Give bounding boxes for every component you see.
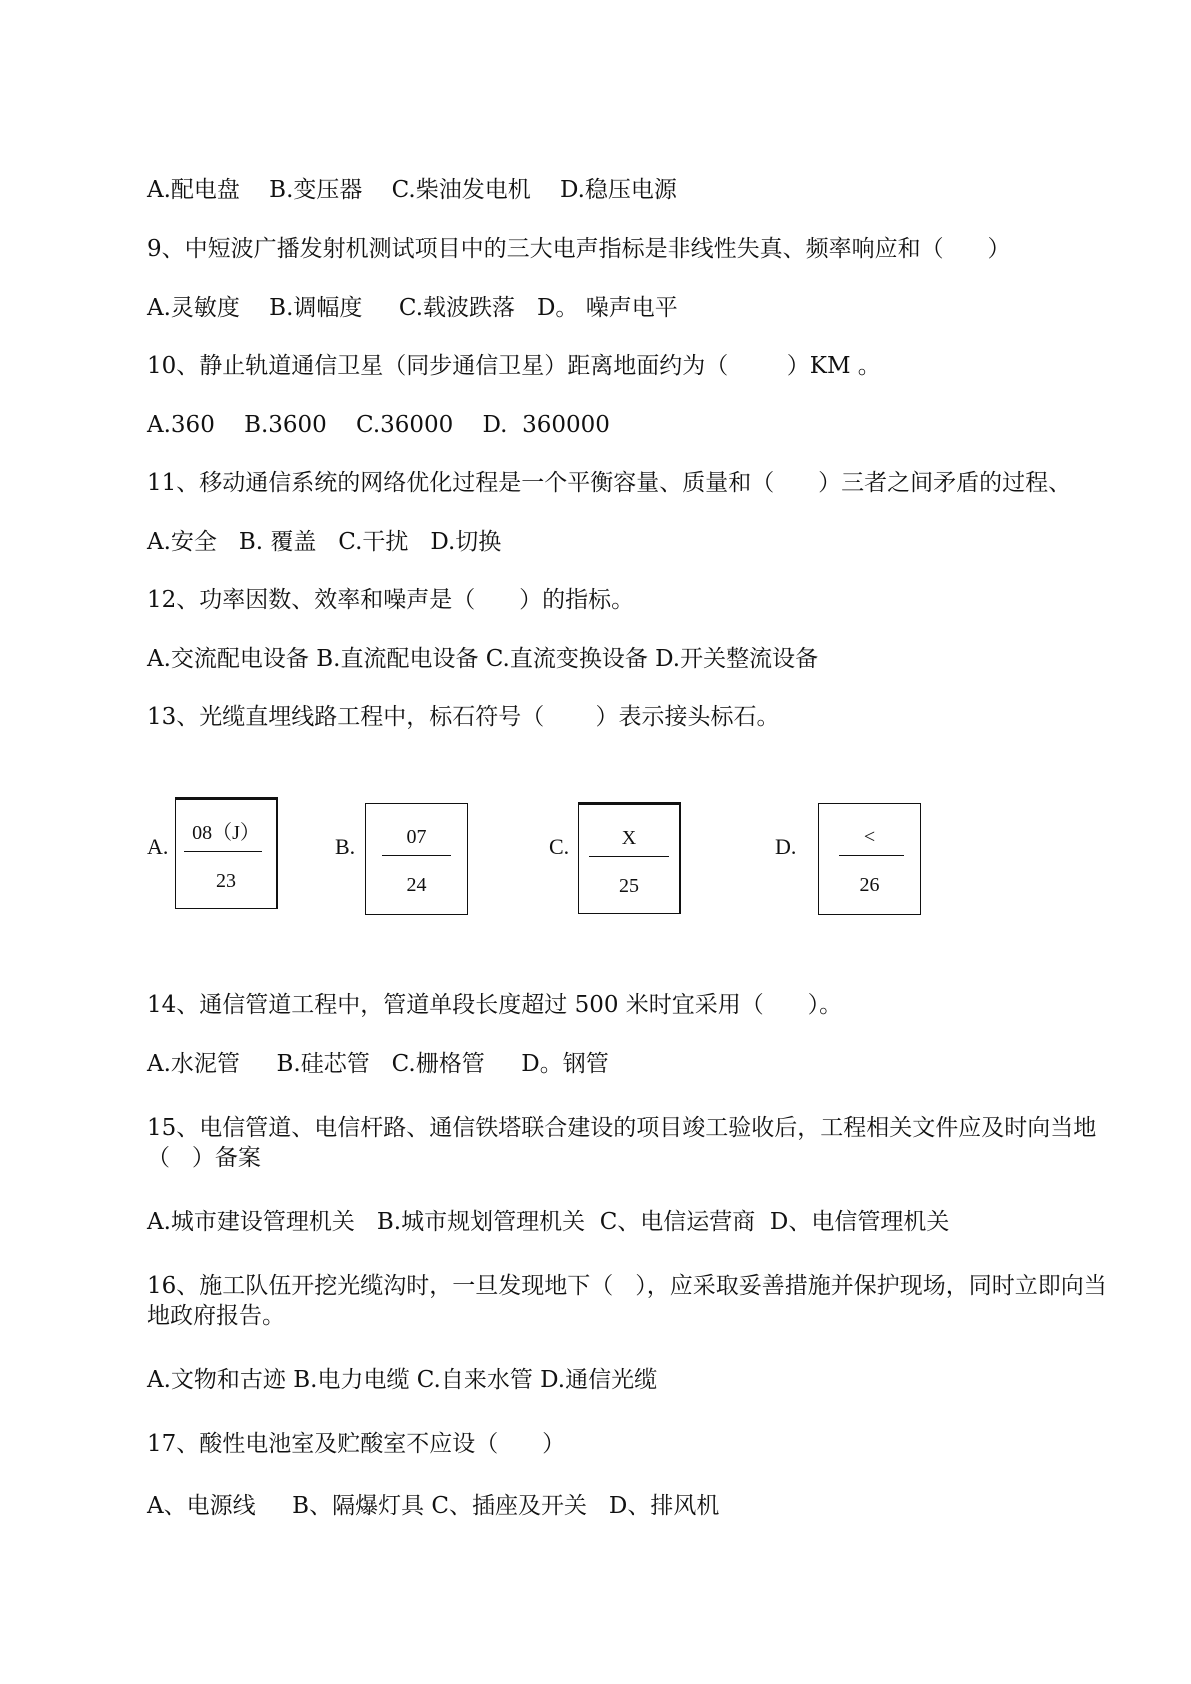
marker-stone-d-top: < bbox=[863, 826, 876, 848]
q12-question: 12、功率因数、效率和噪声是（ ）的指标。 bbox=[147, 587, 635, 613]
q15-question: 15、电信管道、电信杆路、通信铁塔联合建设的项目竣工验收后，工程相关文件应及时向当地（ ）备案 bbox=[147, 1115, 1097, 1171]
q17-options: A、电源线 B、隔爆灯具 C、插座及开关 D、排风机 bbox=[147, 1493, 720, 1519]
option-c-label: C. bbox=[549, 834, 570, 859]
marker-stone-a-divider bbox=[184, 851, 262, 852]
marker-stone-a-top: 08（J） bbox=[192, 822, 260, 844]
marker-stone-a bbox=[175, 797, 278, 909]
marker-stone-b-top: 07 bbox=[406, 826, 427, 848]
q10-question: 10、静止轨道通信卫星（同步通信卫星）距离地面约为（ ）KM 。 bbox=[147, 353, 881, 379]
q16-question: 16、施工队伍开挖光缆沟时，一旦发现地下（ ），应采取妥善措施并保护现场，同时立即向当地政府报告。 bbox=[147, 1273, 1107, 1329]
q11-options: A.安全 B. 覆盖 C.干扰 D.切换 bbox=[147, 529, 502, 555]
q11-question: 11、移动通信系统的网络优化过程是一个平衡容量、质量和（ ）三者之间矛盾的过程、 bbox=[147, 470, 1072, 496]
marker-stone-d-divider bbox=[839, 855, 904, 856]
marker-stone-c-top: X bbox=[621, 827, 637, 849]
marker-stone-b-divider bbox=[382, 855, 451, 856]
option-b-label: B. bbox=[335, 834, 356, 859]
marker-stone-c-bottom: 25 bbox=[619, 875, 639, 897]
q14-options: A.水泥管 B.硅芯管 C.栅格管 D。钢管 bbox=[147, 1051, 609, 1077]
q17-question: 17、酸性电池室及贮酸室不应设（ ） bbox=[147, 1431, 566, 1457]
marker-stone-c-divider bbox=[589, 856, 669, 857]
q13-question: 13、光缆直埋线路工程中，标石符号（ ）表示接头标石。 bbox=[147, 704, 780, 730]
q9-question: 9、中短波广播发射机测试项目中的三大电声指标是非线性失真、频率响应和（ ） bbox=[147, 236, 1011, 262]
q12-options: A.交流配电设备 B.直流配电设备 C.直流变换设备 D.开关整流设备 bbox=[147, 646, 819, 672]
q9-options: A.灵敏度 B.调幅度 C.载波跌落 D。 噪声电平 bbox=[147, 295, 678, 321]
q8-options: A.配电盘 B.变压器 C.柴油发电机 D.稳压电源 bbox=[147, 177, 677, 203]
marker-stone-d-bottom: 26 bbox=[859, 874, 880, 896]
q10-options: A.360 B.3600 C.36000 D. 360000 bbox=[147, 412, 610, 438]
marker-stone-a-bottom: 23 bbox=[216, 870, 236, 892]
marker-stone-b-bottom: 24 bbox=[406, 874, 427, 896]
marker-stone-b bbox=[365, 803, 468, 915]
option-a-label: A. bbox=[147, 834, 169, 859]
option-d-label: D. bbox=[775, 834, 797, 859]
q15-options: A.城市建设管理机关 B.城市规划管理机关 C、电信运营商 D、电信管理机关 bbox=[147, 1209, 950, 1235]
marker-stone-d bbox=[818, 803, 921, 915]
marker-stone-c bbox=[578, 802, 681, 914]
q14-question: 14、通信管道工程中，管道单段长度超过 500 米时宜采用（ ）。 bbox=[147, 992, 843, 1018]
q16-options: A.文物和古迹 B.电力电缆 C.自来水管 D.通信光缆 bbox=[147, 1367, 658, 1393]
